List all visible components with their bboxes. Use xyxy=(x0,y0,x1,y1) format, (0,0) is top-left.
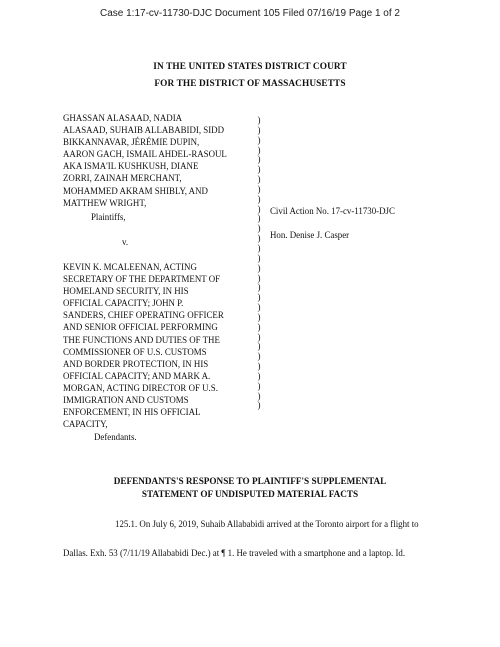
defendants-label: Defendants. xyxy=(94,432,137,442)
caption-line: AKA ISMA'IL KUSHKUSH, DIANE xyxy=(63,161,199,172)
caption-line: COMMISSIONER OF U.S. CUSTOMS xyxy=(63,346,207,357)
caption-line: MATTHEW WRIGHT, xyxy=(63,197,147,208)
document-title xyxy=(0,475,500,501)
defendants-caption xyxy=(63,261,248,430)
plaintiffs-label: Plaintiffs, xyxy=(91,212,126,222)
versus-label: v. xyxy=(122,237,129,247)
civil-action-number: Civil Action No. 17-cv-11730-DJC xyxy=(270,206,395,216)
caption-line: OFFICIAL CAPACITY; JOHN P. xyxy=(63,298,184,309)
caption-line: SECRETARY OF THE DEPARTMENT OF xyxy=(63,274,221,285)
plaintiffs-caption xyxy=(63,112,248,209)
caption-line: BIKKANNAVAR, JÉRÉMIE DUPIN, xyxy=(63,137,200,148)
caption-line: CAPACITY, xyxy=(63,419,108,430)
caption-parentheses: ) ) ) ) ) ) ) ) ) ) ) ) ) ) ) ) ) ) ) ) ) ) ) ) ) ) ) ) ) ) xyxy=(257,115,261,411)
paragraph-line-2: Dallas. Exh. 53 (7/11/19 Allababidi Dec.) at ¶ 1. He traveled with a smartphone and a laptop. Id. xyxy=(63,548,406,558)
paragraph-line-1: 125.1. On July 6, 2019, Suhaib Allababidi arrived at the Toronto airport for a flight to xyxy=(115,519,419,529)
caption-line: MORGAN, ACTING DIRECTOR OF U.S. xyxy=(63,382,218,393)
caption-line: THE FUNCTIONS AND DUTIES OF THE xyxy=(63,334,220,345)
caption-line: ENFORCEMENT, IN HIS OFFICIAL xyxy=(63,407,201,418)
caption-line: AND BORDER PROTECTION, IN HIS xyxy=(63,358,209,369)
caption-line: AARON GACH, ISMAIL AHDEL-RASOUL xyxy=(63,149,227,160)
court-district: FOR THE DISTRICT OF MASSACHUSETTS xyxy=(154,79,346,89)
caption-line: ZORRI, ZAINAH MERCHANT, xyxy=(63,173,182,184)
caption-line: KEVIN K. MCALEENAN, ACTING xyxy=(63,262,197,272)
caption-line: AND SENIOR OFFICIAL PERFORMING xyxy=(63,322,218,333)
title-line-1: DEFENDANTS'S RESPONSE TO PLAINTIFF'S SUPPLEMENTAL xyxy=(113,476,387,486)
caption-line: SANDERS, CHIEF OPERATING OFFICER xyxy=(63,310,224,321)
judge-name: Hon. Denise J. Casper xyxy=(270,230,350,240)
title-line-2: STATEMENT OF UNDISPUTED MATERIAL FACTS xyxy=(141,489,359,499)
caption-line: GHASSAN ALASAAD, NADIA xyxy=(63,113,183,123)
caption-line: MOHAMMED AKRAM SHIBLY, AND xyxy=(63,185,208,196)
ecf-header: Case 1:17-cv-11730-DJC Document 105 Filed 07/16/19 Page 1 of 2 xyxy=(100,8,400,19)
court-name: IN THE UNITED STATES DISTRICT COURT xyxy=(153,62,347,72)
caption-line: ALASAAD, SUHAIB ALLABABIDI, SIDD xyxy=(63,125,224,136)
caption-line: OFFICIAL CAPACITY; AND MARK A. xyxy=(63,370,211,381)
caption-line: HOMELAND SECURITY, IN HIS xyxy=(63,286,189,297)
caption-line: IMMIGRATION AND CUSTOMS xyxy=(63,395,189,406)
